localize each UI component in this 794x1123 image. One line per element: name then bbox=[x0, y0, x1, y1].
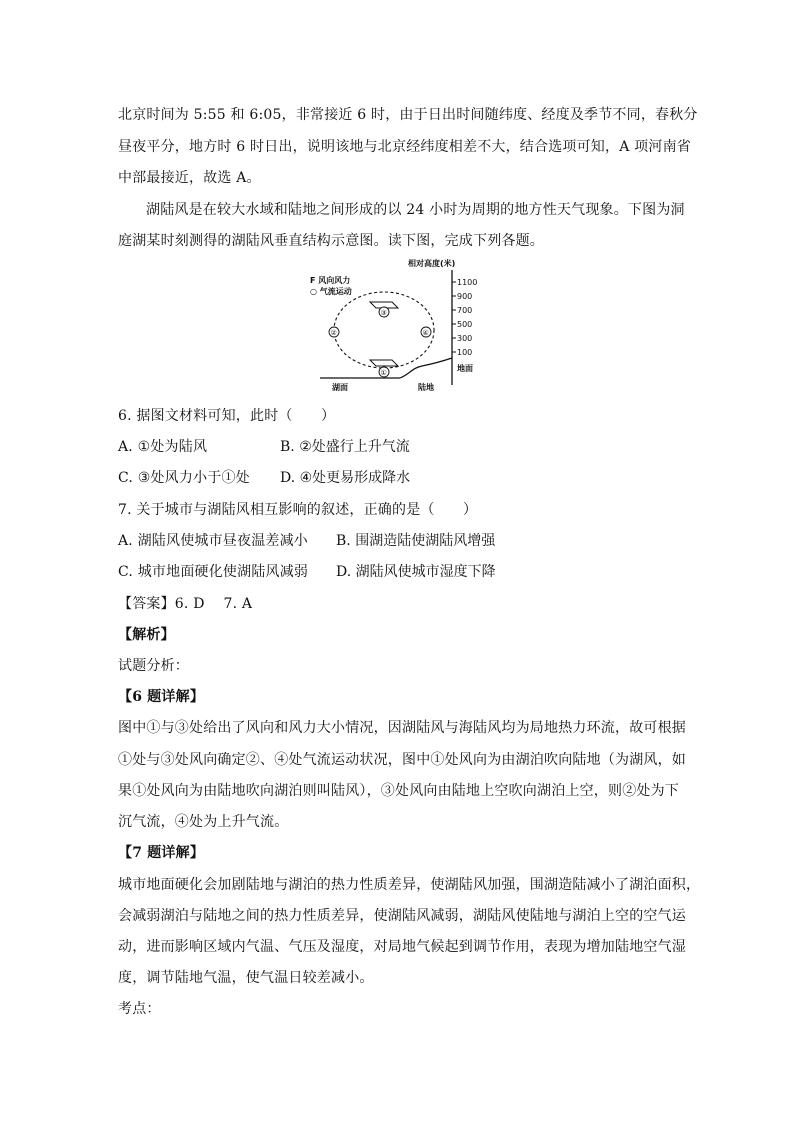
point-1: ① bbox=[380, 369, 387, 377]
q6-detail-line-3: 果①处风向为由陆地吹向湖泊则叫陆风），③处风向由陆地上空吹向湖泊上空，则②处为下 bbox=[118, 783, 679, 799]
kaodian-label: 考点： bbox=[118, 1001, 161, 1017]
q7-detail-line-1: 城市地面硬化会加剧陆地与湖泊的热力性质差异，使湖陆风加强，围湖造陆减小了湖泊面积， bbox=[118, 877, 701, 893]
q6-detail-line-1: 图中①与③处给出了风向和风力大小情况，因湖陆风与海陆风均为局地热力环流，故可根据 bbox=[118, 720, 686, 736]
lake-label: 湖面 bbox=[332, 383, 348, 392]
point-4: ④ bbox=[422, 329, 429, 337]
q6-detail-heading: 【6 题详解】 bbox=[118, 689, 205, 705]
tick-700: 700 bbox=[457, 306, 473, 315]
land-slope-line bbox=[400, 358, 452, 378]
wind-flag-lower bbox=[370, 360, 398, 366]
prev-answer-line-1: 北京时间为 5:55 和 6:05，非常接近 6 时，由于日出时间随纬度、经度及季节不同，春秋分 bbox=[118, 107, 698, 123]
q7-option-c: C. 城市地面硬化使湖陆风减弱 bbox=[118, 564, 309, 580]
tick-900: 900 bbox=[457, 292, 473, 301]
analysis-label: 试题分析： bbox=[118, 658, 189, 674]
q6-option-b: B. ②处盛行上升气流 bbox=[280, 439, 410, 455]
tick-500: 500 bbox=[457, 320, 473, 329]
prev-answer-line-3: 中部最接近，故选 A。 bbox=[118, 170, 261, 186]
ground-label: 地面 bbox=[457, 364, 473, 373]
prev-answer-line-2: 昼夜平分，地方时 6 时日出，说明该地与北京经纬度相差不大，结合选项可知，A 项河南省 bbox=[118, 139, 691, 155]
q7-option-a: A. 湖陆风使城市昼夜温差减小 bbox=[118, 533, 309, 549]
tick-300: 300 bbox=[457, 334, 473, 343]
tick-100: 100 bbox=[457, 348, 473, 357]
intro-line-2: 庭湖某时刻测得的湖陆风垂直结构示意图。读下图，完成下列各题。 bbox=[118, 233, 544, 249]
q7-detail-line-3: 动，进而影响区域内气温、气压及湿度，对局地气候起到调节作用，表现为增加陆地空气湿 bbox=[118, 939, 686, 955]
legend-airflow: ○ 气流运动 bbox=[310, 287, 352, 296]
q6-option-a: A. ①处为陆风 bbox=[118, 439, 208, 455]
tick-1100: 1100 bbox=[457, 278, 478, 287]
q6-option-c: C. ③处风力小于①处 bbox=[118, 470, 250, 486]
q7-option-b: B. 围湖造陆使湖陆风增强 bbox=[336, 533, 496, 549]
q6-option-d: D. ④处更易形成降水 bbox=[280, 470, 411, 486]
legend-wind: F 风向风力 bbox=[310, 276, 351, 285]
q7-detail-line-4: 度，调节陆地气温，使气温日较差减小。 bbox=[118, 970, 374, 986]
axis-title: 相对高度(米) bbox=[408, 259, 456, 268]
lake-land-breeze-diagram bbox=[300, 252, 500, 400]
q6-stem: 6. 据图文材料可知，此时（ ） bbox=[118, 408, 336, 424]
q6-detail-line-4: 沉气流，④处为上升气流。 bbox=[118, 814, 289, 830]
point-3: ③ bbox=[380, 309, 387, 317]
answer-line: 【答案】6. D 7. A bbox=[118, 596, 253, 612]
q7-detail-heading: 【7 题详解】 bbox=[118, 845, 205, 861]
q7-detail-line-2: 会减弱湖泊与陆地之间的热力性质差异，使湖陆风减弱，湖陆风使陆地与湖泊上空的空气运 bbox=[118, 908, 686, 924]
point-2: ② bbox=[330, 329, 337, 337]
intro-line-1: 湖陆风是在较大水域和陆地之间形成的以 24 小时为周期的地方性天气现象。下图为洞 bbox=[146, 202, 685, 218]
q7-option-d: D. 湖陆风使城市湿度下降 bbox=[336, 564, 496, 580]
analysis-heading: 【解析】 bbox=[118, 627, 175, 643]
q7-stem: 7. 关于城市与湖陆风相互影响的叙述，正确的是（ ） bbox=[118, 502, 478, 518]
q6-detail-line-2: ①处与③处风向确定②、④处气流运动状况，图中①处风向为由湖泊吹向陆地（为湖风，如 bbox=[118, 752, 686, 768]
land-label: 陆地 bbox=[418, 383, 434, 392]
